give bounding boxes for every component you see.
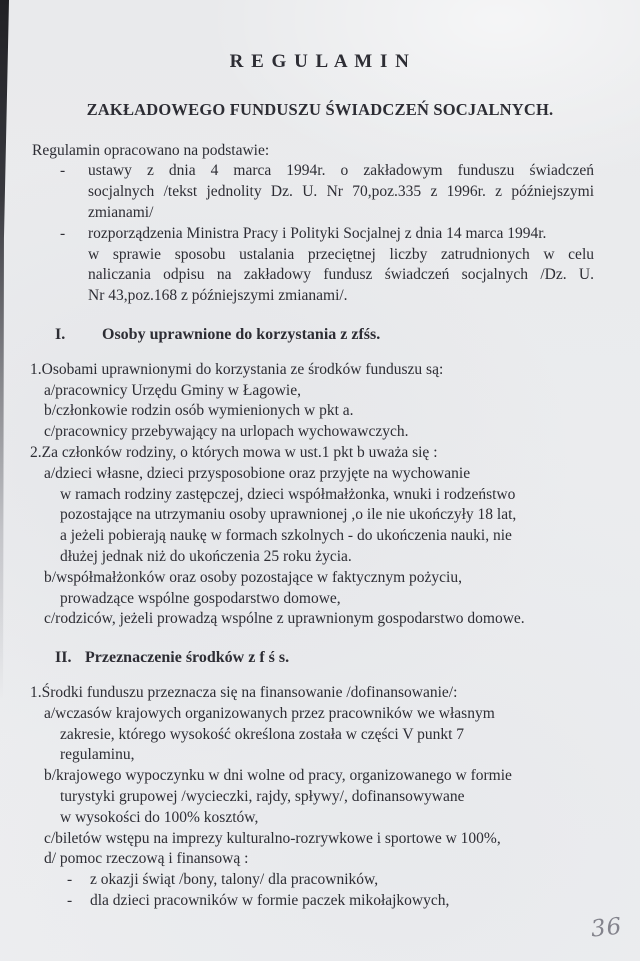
document-line [88,182,594,203]
document-line [60,224,594,245]
line-text: socjalnych /tekst jednolity Dz. U. Nr 70,poz.335 z 1996r. z późniejszymi [88,183,594,201]
line-text: w sprawie sposobu ustalania przeciętnej liczby zatrudnionych w celu [88,245,594,263]
line-text: b/współmałżonków oraz osoby pozostające w faktycznym pożyciu, [44,568,462,586]
line-text: z okazji świąt /bony, talony/ dla pracowników, [90,871,379,889]
document-line [60,725,640,746]
line-text: a/dzieci własne, dzieci przysposobione oraz przyjęte na wychowanie [44,464,471,482]
line-text: regulaminu, [60,746,135,764]
document-subtitle: ZAKŁADOWEGO FUNDUSZU ŚWIADCZEŃ SOCJALNYCH. [86,99,554,119]
line-text: Nr 43,poz.168 z późniejszymi zmianami/. [88,287,348,305]
line-text: pozostające na utrzymaniu osoby uprawnionej ,o ile nie ukończyły 18 lat, [60,506,517,524]
line-text: c/pracownicy przebywający na urlopach wychowawczych. [44,423,409,441]
document-line [44,766,640,787]
dash-marker: - [67,871,73,889]
document-line [44,849,640,870]
line-text: zakresie, którego wysokość określona została w części V punkt 7 [60,725,465,743]
section-title: Przeznaczenie środków z f ś s. [85,649,290,667]
document-line [88,286,594,307]
document-line [44,464,640,485]
line-text: d/ pomoc rzeczową i finansową : [44,850,249,868]
line-text: 1.Środki funduszu przeznacza się na finansowanie /dofinansowanie/: [30,683,458,701]
intro-lead: Regulamin opracowano na podstawie: [32,141,270,159]
document-line [44,609,640,630]
document-line [30,683,640,704]
section-number: II. [55,649,72,667]
document-line [60,787,640,808]
document-line [60,808,640,829]
document-line [60,505,640,526]
document-line [44,422,640,443]
dash-marker: - [60,224,66,242]
line-text: dłużej jednak niż do ukończenia 25 roku życia. [60,547,352,565]
legal-basis-list [0,161,640,307]
document-line [60,485,640,506]
line-text: ustawy z dnia 4 marca 1994r. o zakładowym funduszu świadczeń [88,162,594,180]
line-text: a/pracownicy Urzędu Gminy w Łagowie, [44,381,301,399]
document-line [44,829,640,850]
document-title: R E G U L A M I N [229,51,411,72]
line-text: c/biletów wstępu na imprezy kulturalno-rozrywkowe i sportowe w 100%, [44,829,501,847]
document-line [30,360,640,381]
dash-marker: - [60,162,66,180]
document-line [60,547,640,568]
line-text: b/członkowie rodzin osób wymienionych w pkt a. [44,402,354,420]
document-line [44,381,640,402]
document-line [60,745,640,766]
document-line [44,704,640,725]
line-text: c/rodziców, jeżeli prowadzą wspólne z uprawnionym gospodarstwo domowe. [44,610,525,628]
section-number: I. [55,325,66,343]
document-line [88,203,594,224]
line-text: w wysokości do 100% kosztów, [60,808,259,826]
line-text: dla dzieci pracowników w formie paczek mikołajkowych, [90,891,450,909]
line-text: a/wczasów krajowych organizowanych przez pracowników we własnym [44,704,495,722]
document-line [88,265,594,286]
line-text: a jeżeli pobierają naukę w formach szkolnych - do ukończenia nauki, nie [60,527,512,545]
line-text: 1.Osobami uprawnionymi do korzystania ze środków funduszu są: [30,360,444,378]
line-text: turystyki grupowej /wycieczki, rajdy, spływy/, dofinansowywane [60,787,465,805]
line-text: rozporządzenia Ministra Pracy i Polityki Socjalnej z dnia 14 marca 1994r. [88,224,547,242]
document-line [60,589,640,610]
line-text: naliczania odpisu na zakładowy fundusz świadczeń socjalnych /Dz. U. [88,266,594,284]
section-heading [55,648,640,669]
document-line [60,161,594,182]
section-heading [55,325,640,346]
document-line [67,891,640,912]
dash-marker: - [67,891,73,909]
line-text: 2.Za członków rodziny, o których mowa w ust.1 pkt b uważa się : [30,443,438,461]
line-text: b/krajowego wypoczynku w dni wolne od pracy, organizowanego w formie [44,767,512,785]
document-line [44,568,640,589]
handwritten-page-number: 36 [589,913,624,943]
section-title: Osoby uprawnione do korzystania z zfśs. [102,325,381,343]
document-line [67,870,640,891]
line-text: zmianami/ [88,203,154,221]
document-line [88,245,594,266]
sections-container [0,325,640,912]
document-line [30,443,640,464]
document-line [60,526,640,547]
document-line [44,401,640,422]
line-text: prowadzące wspólne gospodarstwo domowe, [60,589,341,607]
line-text: w ramach rodziny zastępczej, dzieci współmałżonka, wnuki i rodzeństwo [60,485,516,503]
